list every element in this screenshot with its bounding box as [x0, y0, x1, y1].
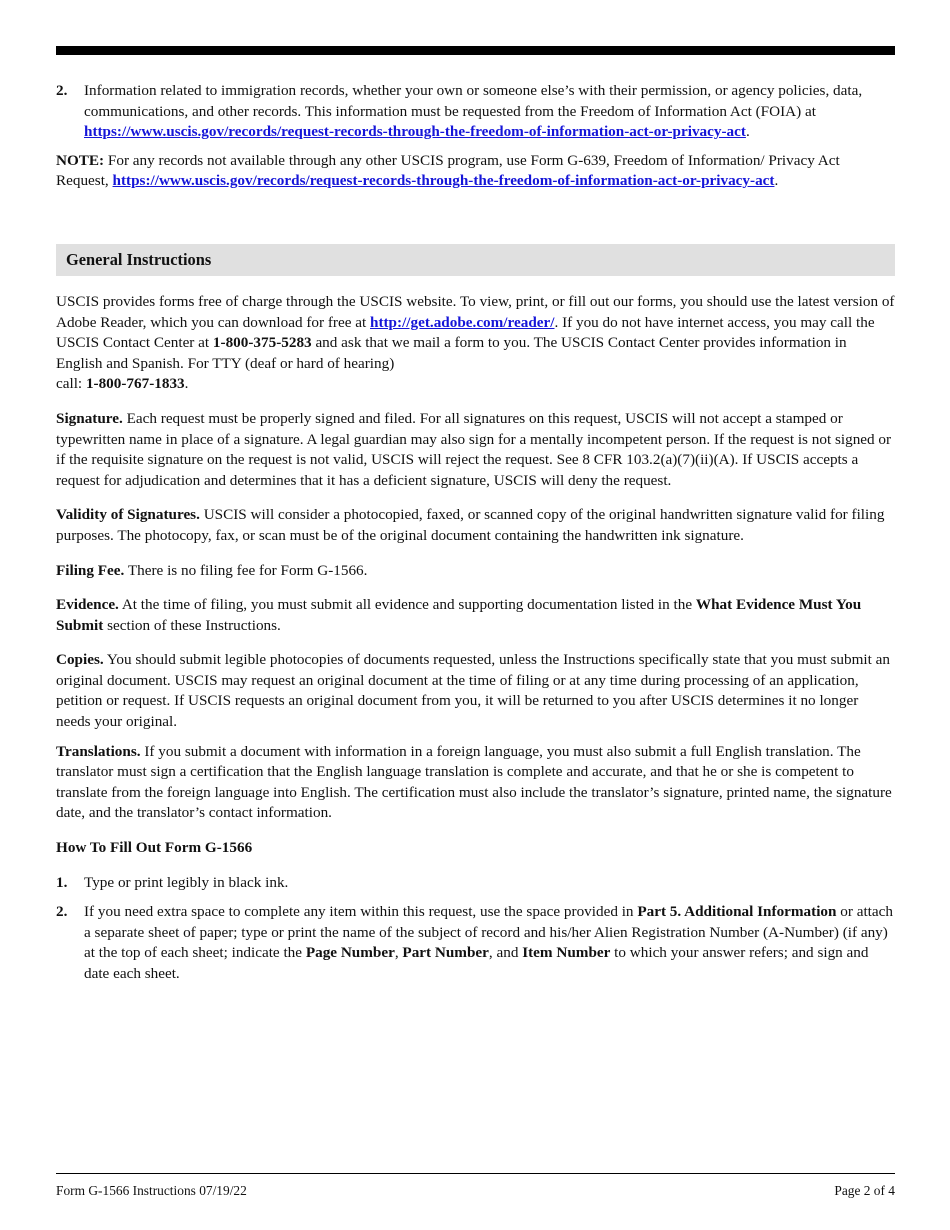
item-text: Information related to immigration records, whether your own or someone else’s with their permission, or agency policies, data, communications, and other records. This information must be requested from the Freedom of Information Act (FOIA) at	[84, 82, 863, 120]
top-rule	[56, 46, 895, 55]
validity-paragraph: Validity of Signatures. USCIS will consider a photocopied, faxed, or scanned copy of the original handwritten signature valid for filing purposes. The photocopy, fax, or scan must be of the original document containing the handwritten ink signature.	[56, 506, 885, 544]
page-footer	[56, 1173, 895, 1198]
how-to-heading: How To Fill Out Form G-1566	[56, 839, 253, 857]
evidence-label: Evidence.	[56, 596, 119, 614]
item-text: Type or print legibly in black ink.	[84, 873, 289, 891]
evidence-paragraph: Evidence. At the time of filing, you must submit all evidence and supporting documentation listed in the What Evidence Must You Submit section of these Instructions.	[56, 596, 862, 634]
intro-paragraph: USCIS provides forms free of charge through the USCIS website. To view, print, or fill out our forms, you should use the latest version of Adobe Reader, which you can download for free at http://get.adobe.com/reader/. If you do not have internet access, you may call the USCIS Contact Center at 1-800-375-5283 and ask that we mail a form to you. The USCIS Contact Center provides information in English and Spanish. For TTY (deaf or hard of hearing) call: 1-800-767-1833.	[56, 292, 895, 393]
footer-form-name: Form G-1566 Instructions 07/19/22	[56, 1183, 247, 1198]
copies-paragraph: Copies. You should submit legible photocopies of documents requested, unless the Instructions specifically state that you must submit an original document. USCIS may request an original document at the time of filing or at any time during processing of an application, petition or request. If USCIS requests an original document from you, it will be returned to you after USCIS determines it no longer needs your original.	[56, 651, 890, 731]
translations-paragraph: Translations. If you submit a document with information in a foreign language, you must also submit a full English translation. The translator must sign a certification that the English language translation is complete and accurate, and that he or she is competent to translate from the foreign language into English. The certification must also include the translator’s signature, printed name, the signature date, and the translator’s contact information.	[56, 742, 892, 822]
item-number: 2.	[56, 82, 68, 99]
item-number: 1.	[56, 873, 68, 891]
validity-label: Validity of Signatures.	[56, 506, 200, 524]
footer-page-number: Page 2 of 4	[834, 1183, 895, 1198]
how-to-item-1	[56, 873, 895, 894]
note-label: NOTE:	[56, 151, 105, 169]
signature-label: Signature.	[56, 409, 123, 427]
page-content	[56, 46, 895, 985]
translations-label: Translations.	[56, 742, 141, 760]
contact-center-phone: 1-800-375-5283	[212, 334, 312, 352]
tty-phone: 1-800-767-1833	[85, 375, 185, 393]
filing-fee-paragraph: Filing Fee. There is no filing fee for Form G-1566.	[56, 561, 368, 579]
item-number: 2.	[56, 903, 68, 921]
foia-link[interactable]: https://www.uscis.gov/records/request-records-through-the-freedom-of-information-act-or-privacy-act	[84, 123, 746, 141]
filing-fee-label: Filing Fee.	[56, 561, 125, 579]
adobe-reader-link[interactable]: http://get.adobe.com/reader/	[370, 313, 555, 331]
records-item-2: 2. Information related to immigration records, whether your own or someone else’s with their permission, or agency policies, data, communications, and other records. This information must be requested from the Freedom of Information Act (FOIA) at https://www.uscis.gov/records/request-records-through-the-freedom-of-information-act-or-privacy-act.	[56, 82, 863, 141]
note-paragraph: NOTE: For any records not available through any other USCIS program, use Form G-639, Freedom of Information/ Privacy Act Request, https://www.uscis.gov/records/request-records-through-the-freedom-of-information-act-or-privacy-act.	[56, 151, 840, 190]
section-heading-general-instructions: General Instructions	[56, 244, 895, 276]
foia-privacy-link[interactable]: https://www.uscis.gov/records/request-records-through-the-freedom-of-information-act-or-privacy-act	[112, 172, 775, 190]
copies-label: Copies.	[56, 651, 104, 669]
signature-paragraph: Signature. Each request must be properly signed and filed. For all signatures on this request, USCIS will not accept a stamped or typewritten name in place of a signature. A legal guardian may also sign for a mentally incompetent person. If the request is not signed or if the requisite signature on the request is not valid, USCIS will reject the request. See 8 CFR 103.2(a)(7)(ii)(A). If USCIS accepts a request for adjudication and determines that it has a deficient signature, USCIS will deny the request.	[56, 409, 892, 489]
how-to-item-2: 2. If you need extra space to complete any item within this request, use the space provided in Part 5. Additional Information or attach a separate sheet of paper; type or print the name of the subject of record and his/her Alien Registration Number (A-Number) (if any) at the top of each sheet; indicate the Page Number, Part Number, and Item Number to which your answer refers; and sign and date each sheet.	[56, 903, 893, 982]
